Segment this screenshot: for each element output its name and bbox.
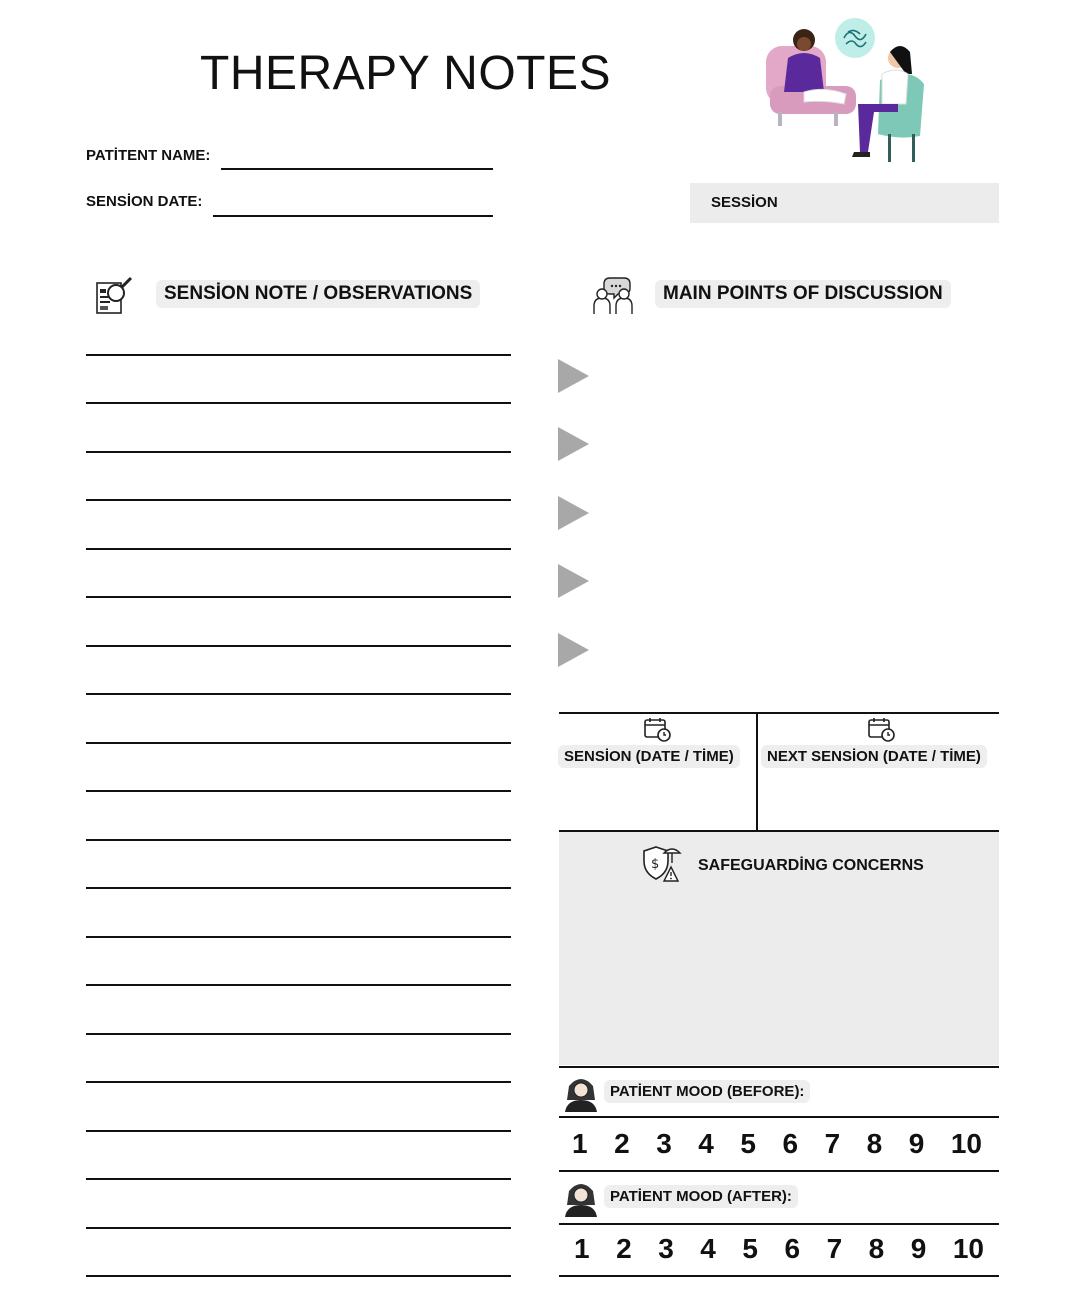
mood-option[interactable]: 3 <box>658 1233 674 1264</box>
divider <box>559 1170 999 1172</box>
note-line[interactable] <box>86 1130 511 1132</box>
note-line[interactable] <box>86 451 511 453</box>
mood-option[interactable]: 8 <box>866 1128 883 1159</box>
mood-option[interactable]: 2 <box>614 1128 630 1159</box>
mood-after-scale <box>574 1233 984 1265</box>
bullet-triangle-icon <box>558 427 589 461</box>
mood-option[interactable]: 9 <box>908 1128 925 1159</box>
note-line[interactable] <box>86 645 511 647</box>
page-title: THERAPY NOTES <box>200 47 612 100</box>
note-line[interactable] <box>86 596 511 598</box>
notes-heading: SENSİON NOTE / OBSERVATIONS <box>156 280 480 308</box>
session-box[interactable] <box>690 183 999 223</box>
session-date-field[interactable] <box>213 215 493 217</box>
mood-option[interactable]: 8 <box>868 1233 885 1264</box>
mood-option[interactable]: 9 <box>910 1233 927 1264</box>
bullet-triangle-icon <box>558 564 589 598</box>
mood-option[interactable]: 10 <box>950 1128 982 1159</box>
session-datetime-field[interactable] <box>560 772 754 828</box>
mood-option[interactable]: 10 <box>952 1233 984 1264</box>
safeguarding-heading: SAFEGUARDİNG CONCERNS <box>698 857 924 874</box>
mood-option[interactable]: 7 <box>826 1233 843 1264</box>
discussion-heading: MAIN POINTS OF DISCUSSION <box>655 280 951 308</box>
note-line[interactable] <box>86 790 511 792</box>
next-session-datetime-field[interactable] <box>760 772 998 828</box>
mood-option[interactable]: 7 <box>824 1128 841 1159</box>
patient-portrait-icon <box>563 1074 599 1112</box>
note-line[interactable] <box>86 354 511 356</box>
divider <box>559 1066 999 1068</box>
mood-option[interactable]: 1 <box>574 1233 590 1264</box>
therapy-session-illustration <box>760 16 930 166</box>
session-datetime-label: SENSİON (DATE / TİME) <box>558 745 740 768</box>
mood-option[interactable]: 4 <box>700 1233 716 1264</box>
speech-people-icon <box>590 274 638 316</box>
calendar-clock-icon <box>867 716 895 742</box>
mood-option[interactable]: 1 <box>572 1128 588 1159</box>
next-session-datetime-label: NEXT SENSİON (DATE / TİME) <box>761 745 987 768</box>
note-line[interactable] <box>86 742 511 744</box>
note-line[interactable] <box>86 1275 511 1277</box>
magnifier-document-icon <box>94 275 134 315</box>
divider <box>559 1116 999 1118</box>
svg-text:$: $ <box>651 857 660 872</box>
divider <box>559 712 999 714</box>
note-line[interactable] <box>86 1033 511 1035</box>
session-date-label: SENSİON DATE: <box>86 193 203 210</box>
bullet-triangle-icon <box>558 359 589 393</box>
mood-before-label: PATİENT MOOD (BEFORE): <box>604 1080 810 1103</box>
mood-option[interactable]: 2 <box>616 1233 632 1264</box>
note-line[interactable] <box>86 984 511 986</box>
note-line[interactable] <box>86 1178 511 1180</box>
calendar-clock-icon <box>643 716 671 742</box>
mood-after-label: PATİENT MOOD (AFTER): <box>604 1185 798 1208</box>
mood-before-scale <box>572 1128 982 1160</box>
mood-option[interactable]: 4 <box>698 1128 714 1159</box>
note-line[interactable] <box>86 936 511 938</box>
note-line[interactable] <box>86 887 511 889</box>
mood-option[interactable]: 6 <box>784 1233 801 1264</box>
note-line[interactable] <box>86 1081 511 1083</box>
mood-option[interactable]: 5 <box>742 1233 758 1264</box>
mood-option[interactable]: 5 <box>740 1128 756 1159</box>
shield-umbrella-icon <box>642 843 684 885</box>
divider <box>559 1275 999 1277</box>
divider <box>756 712 758 830</box>
divider <box>559 1223 999 1225</box>
patient-name-label: PATİTENT NAME: <box>86 147 211 164</box>
bullet-triangle-icon <box>558 633 589 667</box>
note-line[interactable] <box>86 1227 511 1229</box>
note-line[interactable] <box>86 402 511 404</box>
note-line[interactable] <box>86 548 511 550</box>
note-line[interactable] <box>86 499 511 501</box>
note-line[interactable] <box>86 839 511 841</box>
mood-option[interactable]: 6 <box>782 1128 799 1159</box>
mood-option[interactable]: 3 <box>656 1128 672 1159</box>
note-line[interactable] <box>86 693 511 695</box>
bullet-triangle-icon <box>558 496 589 530</box>
patient-portrait-icon <box>563 1179 599 1217</box>
patient-name-field[interactable] <box>221 168 493 170</box>
session-box-label: SESSİON <box>711 194 778 211</box>
